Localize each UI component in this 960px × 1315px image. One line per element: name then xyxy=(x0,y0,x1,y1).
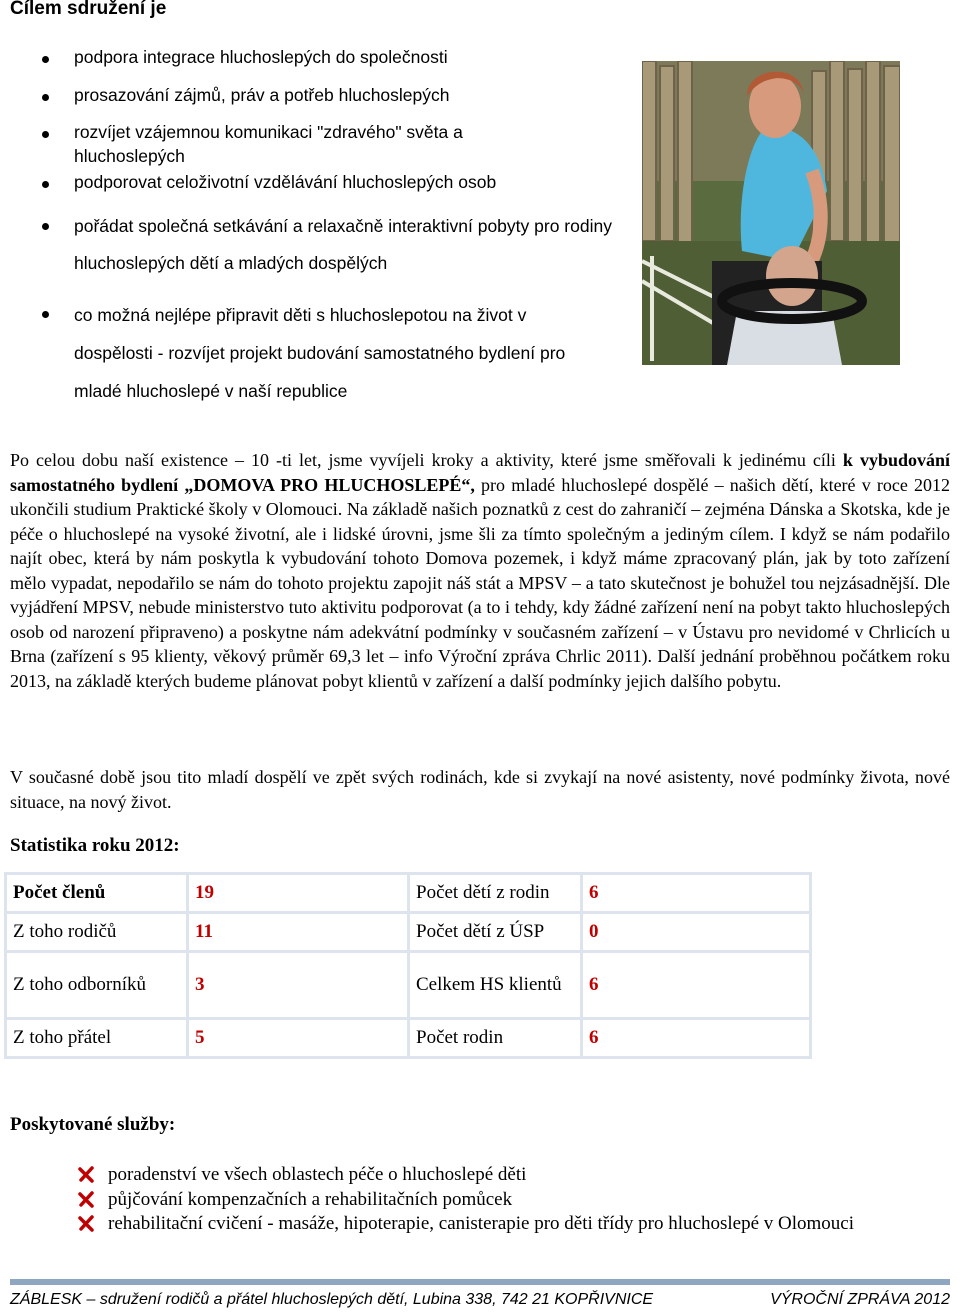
bullet-icon xyxy=(42,131,49,138)
list-item xyxy=(0,1163,950,1188)
list-item xyxy=(0,171,630,195)
goals-heading: Cílem sdružení je xyxy=(10,0,167,19)
stat-value: 3 xyxy=(188,952,409,1019)
stat-label: Z toho odborníků xyxy=(6,952,188,1019)
bullet-icon xyxy=(42,94,49,101)
list-item xyxy=(0,1188,950,1213)
goal-text: podporovat celoživotní vzdělávání hluchoslepých osob xyxy=(74,171,497,192)
stat-value: 0 xyxy=(582,913,811,952)
stat-label: Počet členů xyxy=(6,874,188,913)
service-text: rehabilitační cvičení - masáže, hipoterapie, canisterapie pro děti třídy pro hluchoslepé v Olomouci xyxy=(108,1213,855,1234)
list-item xyxy=(0,296,630,410)
current-situation-paragraph: V současné době jsou tito mladí dospělí ve zpět svých rodinách, kde si zvykají na nové asistenty, nové podmínky života, nové situace, na nový život. xyxy=(10,767,950,812)
list-item xyxy=(0,208,630,282)
goal-text: rozvíjet vzájemnou komunikaci "zdravého" světa a hluchoslepých xyxy=(74,122,463,166)
cross-bullet-icon xyxy=(78,1191,95,1208)
stat-value: 5 xyxy=(188,1019,409,1058)
goal-text: podpora integrace hluchoslepých do společnosti xyxy=(74,47,448,67)
stat-label: Počet dětí z ÚSP xyxy=(409,913,582,952)
stats-heading: Statistika roku 2012: xyxy=(10,835,180,856)
bullet-icon xyxy=(42,181,49,188)
list-item xyxy=(0,1212,950,1237)
cross-bullet-icon xyxy=(78,1215,95,1232)
services-list xyxy=(0,1163,950,1237)
service-text: poradenství ve všech oblastech péče o hluchoslepé děti xyxy=(108,1164,527,1185)
cross-bullet-icon xyxy=(78,1166,95,1183)
para-emphasis: k vybudování samostatného bydlení „DOMOVA PRO HLUCHOSLEPÉ“, xyxy=(10,450,950,495)
list-item xyxy=(0,46,630,70)
stat-label: Z toho rodičů xyxy=(6,913,188,952)
photo-caregiver-with-client xyxy=(642,61,900,365)
stat-value: 6 xyxy=(582,1019,811,1058)
existence-paragraph xyxy=(10,448,950,693)
para-text: Po celou dobu naší existence – 10 -ti let, jsme vyvíjeli kroky a aktivity, které jsme směřovali k jedinému cíli xyxy=(10,450,843,470)
stat-value: 6 xyxy=(582,874,811,913)
stats-table xyxy=(4,872,812,1059)
footer-report-title: VÝROČNÍ ZPRÁVA 2012 xyxy=(770,1291,950,1308)
list-item xyxy=(0,121,630,168)
stat-value: 19 xyxy=(188,874,409,913)
bullet-icon xyxy=(42,56,49,63)
stat-label: Z toho přátel xyxy=(6,1019,188,1058)
stat-label: Celkem HS klientů xyxy=(409,952,582,1019)
para-text: pro mladé hluchoslepé dospělé – našich dětí, které v roce 2012 ukončili studium Praktické školy v Olomouci. Na základě našich poznatků z cest do zahraničí – zejména Dánska a Skotska, kde je péče o hluchoslepé na vysoké životní, ale i lidské úrovni, jsme šli za tímto společným a jediným cílem. I když se nám podařilo najít obec, která by nám poskytla k vybudování tohoto Domova pozemek, i když máme zpracovaný plán, jak by toto zařízení mělo vypadat, nepodařilo se nám do tohoto projektu zapojit náš stát a MPSV – a tato skutečnost je bohužel tou nejzásadnější. Dle vyjádření MPSV, nebude ministerstvo tuto aktivitu podporovat (a to i tehdy, kdy žádné zařízení není na pobyt takto hluchoslepých osob od narození připraveno) a poskytne nám adekvátní podmínky v současném zařízení – v Ústavu pro nevidomé v Chrlicích u Brna (zařízení s 95 klienty, věkový průměr 69,3 let – info Výroční zpráva Chrlic 2011). Další jednání proběhnou počátkem roku 2013, na základě kterých budeme plánovat pobyt klientů v zařízení a další podmínky jejich dalšího pobytu. xyxy=(10,474,950,691)
stat-value: 6 xyxy=(582,952,811,1019)
table-row xyxy=(6,874,811,913)
bullet-icon xyxy=(42,223,49,230)
bullet-icon xyxy=(42,311,49,318)
table-row xyxy=(6,1019,811,1058)
goal-text: co možná nejlépe připravit děti s hluchoslepotou na život v dospělosti - rozvíjet projekt budování samostatného bydlení pro mladé hluchoslepé v naší republice xyxy=(74,305,566,402)
goal-text: pořádat společná setkávání a relaxačně interaktivní pobyty pro rodiny hluchoslepých dětí a mladých dospělých xyxy=(74,216,612,274)
table-row xyxy=(6,952,811,1019)
service-text: půjčování kompenzačních a rehabilitačních pomůcek xyxy=(108,1188,513,1210)
photo-illustration xyxy=(642,61,900,365)
goal-text: prosazování zájmů, práv a potřeb hluchoslepých xyxy=(74,84,450,105)
services-heading: Poskytované služby: xyxy=(10,1114,176,1135)
list-item xyxy=(0,84,630,108)
stat-label: Počet rodin xyxy=(409,1019,582,1058)
stat-value: 11 xyxy=(188,913,409,952)
goals-list xyxy=(0,46,630,410)
stat-label: Počet dětí z rodin xyxy=(409,874,582,913)
footer-divider xyxy=(10,1279,950,1285)
table-row xyxy=(6,913,811,952)
footer-address: ZÁBLESK – sdružení rodičů a přátel hluchoslepých dětí, Lubina 338, 742 21 KOPŘIVNICE xyxy=(10,1291,654,1308)
